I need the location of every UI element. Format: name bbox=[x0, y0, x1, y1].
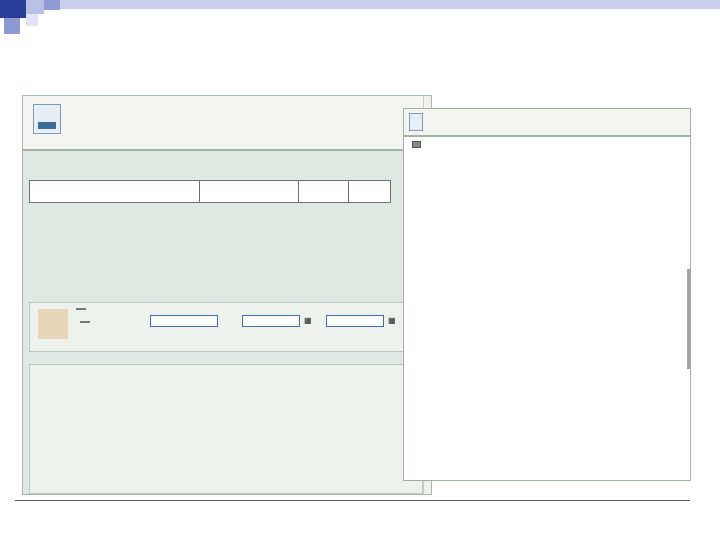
date-from-input[interactable] bbox=[242, 315, 300, 327]
col-parametro bbox=[30, 181, 200, 203]
emissions-table bbox=[29, 180, 391, 203]
slide-decoration bbox=[0, 0, 720, 40]
agency-header bbox=[23, 96, 431, 151]
legend-panel bbox=[29, 364, 423, 494]
col-um bbox=[199, 181, 299, 203]
scrollbar-thumb[interactable] bbox=[687, 269, 690, 369]
print-icon[interactable] bbox=[412, 141, 421, 148]
update-button[interactable] bbox=[80, 321, 90, 323]
station-title-small bbox=[409, 140, 421, 149]
select-all-button[interactable] bbox=[76, 308, 86, 310]
calendar-to-icon[interactable]: ▦ bbox=[388, 316, 396, 325]
calendar-from-icon[interactable]: ▦ bbox=[304, 316, 312, 325]
arpa-logo-small-icon bbox=[409, 113, 423, 131]
query-controls bbox=[29, 302, 423, 352]
station-history-window bbox=[403, 108, 691, 481]
arpa-logo-icon bbox=[33, 104, 61, 134]
history-button[interactable] bbox=[150, 315, 218, 327]
station-detail-window bbox=[22, 95, 432, 495]
agency-header-small bbox=[404, 109, 690, 137]
footer-divider bbox=[15, 500, 690, 501]
date-to-input[interactable] bbox=[326, 315, 384, 327]
map-thumbnail bbox=[38, 309, 68, 339]
col-mg bbox=[299, 181, 349, 203]
col-limite bbox=[349, 181, 391, 203]
